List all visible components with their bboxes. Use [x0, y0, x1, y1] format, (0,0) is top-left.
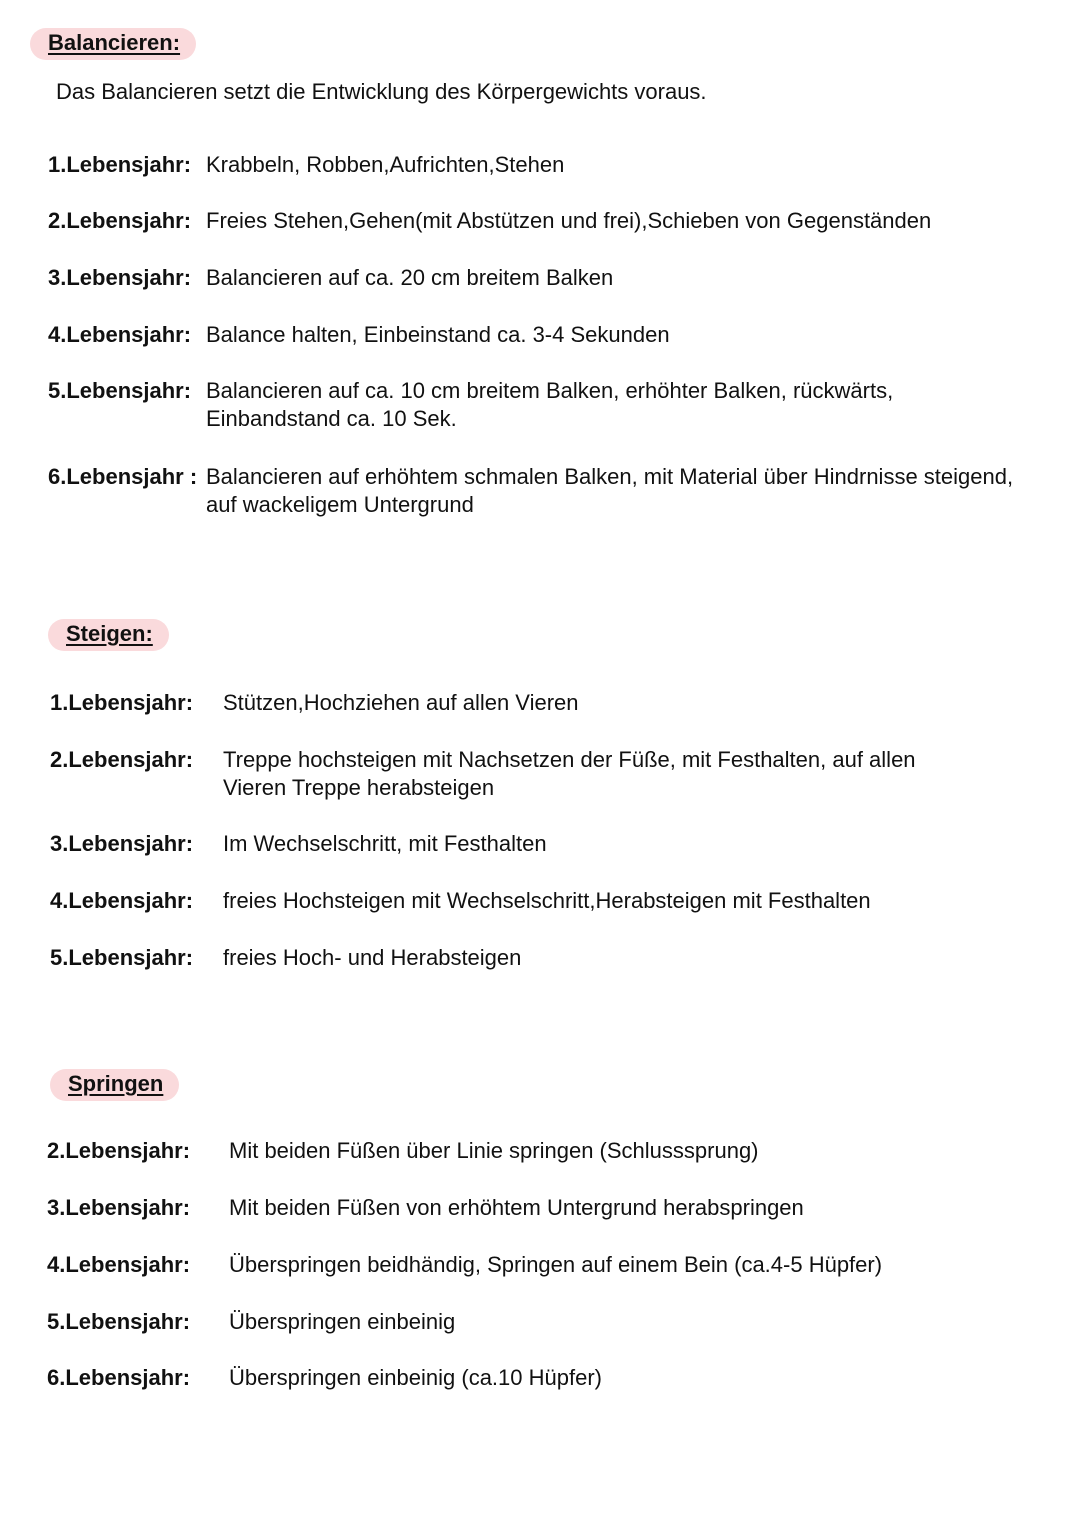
section-heading-springen: Springen — [50, 1069, 179, 1101]
age-label: 1.Lebensjahr: — [50, 690, 194, 715]
list-item — [48, 321, 1080, 349]
milestone-text: Balance halten, Einbeinstand ca. 3-4 Sekunden — [206, 322, 670, 347]
list-item — [48, 264, 1080, 292]
milestone-text: Balancieren auf ca. 10 cm breitem Balken, erhöhter Balken, rückwärts, Einbandstand ca. 10 Sek. — [206, 378, 894, 431]
milestone-text: Freies Stehen,Gehen(mit Abstützen und frei),Schieben von Gegenständen — [206, 208, 932, 233]
list-item — [48, 151, 1080, 179]
milestone-text: Krabbeln, Robben,Aufrichten,Stehen — [206, 152, 565, 177]
section-heading-steigen: Steigen: — [48, 619, 169, 651]
list-item — [50, 746, 1043, 802]
list-item — [50, 830, 1043, 858]
list-item — [48, 207, 1080, 235]
age-label: 2.Lebensjahr: — [50, 747, 194, 772]
age-label: 4.Lebensjahr: — [50, 888, 194, 913]
intro-text: Das Balancieren setzt die Entwicklung des Körpergewichts voraus. — [56, 79, 707, 104]
age-label: 4.Lebensjahr: — [48, 322, 192, 347]
age-label: 5.Lebensjahr: — [48, 378, 192, 403]
list-item — [47, 1251, 1049, 1279]
milestone-text: Überspringen beidhändig, Springen auf einem Bein (ca.4-5 Hüpfer) — [229, 1252, 883, 1277]
section-heading-balancieren: Balancieren: — [30, 28, 196, 60]
age-label: 3.Lebensjahr: — [50, 831, 194, 856]
list-item — [47, 1364, 1049, 1392]
age-label: 2.Lebensjahr: — [47, 1138, 191, 1163]
milestone-text: Treppe hochsteigen mit Nachsetzen der Füße, mit Festhalten, auf allen Vieren Treppe herabsteigen — [223, 747, 916, 800]
list-item — [50, 944, 1043, 972]
list-item — [48, 377, 1080, 433]
milestone-text: Überspringen einbeinig — [229, 1309, 456, 1334]
age-label: 6.Lebensjahr : — [48, 464, 198, 489]
milestone-text: Stützen,Hochziehen auf allen Vieren — [223, 690, 579, 715]
milestone-text: Balancieren auf ca. 20 cm breitem Balken — [206, 265, 614, 290]
age-label: 4.Lebensjahr: — [47, 1252, 191, 1277]
milestone-text: freies Hochsteigen mit Wechselschritt,Herabsteigen mit Festhalten — [223, 888, 871, 913]
age-label: 5.Lebensjahr: — [50, 945, 194, 970]
milestone-text: freies Hoch- und Herabsteigen — [223, 945, 522, 970]
list-item — [48, 463, 1080, 519]
age-label: 1.Lebensjahr: — [48, 152, 192, 177]
age-label: 6.Lebensjahr: — [47, 1365, 191, 1390]
milestone-text: Balancieren auf erhöhtem schmalen Balken, mit Material über Hindrnisse steigend, auf wackeligem Untergrund — [206, 464, 1014, 517]
age-label: 3.Lebensjahr: — [47, 1195, 191, 1220]
age-label: 2.Lebensjahr: — [48, 208, 192, 233]
list-item — [47, 1194, 1049, 1222]
milestone-text: Mit beiden Füßen über Linie springen (Schlusssprung) — [229, 1138, 759, 1163]
list-item — [47, 1308, 1049, 1336]
age-label: 5.Lebensjahr: — [47, 1309, 191, 1334]
milestone-text: Im Wechselschritt, mit Festhalten — [223, 831, 547, 856]
list-item — [50, 689, 1043, 717]
milestone-text: Überspringen einbeinig (ca.10 Hüpfer) — [229, 1365, 602, 1390]
list-item — [47, 1137, 1049, 1165]
milestone-text: Mit beiden Füßen von erhöhtem Untergrund herabspringen — [229, 1195, 804, 1220]
list-item — [50, 887, 1043, 915]
age-label: 3.Lebensjahr: — [48, 265, 192, 290]
